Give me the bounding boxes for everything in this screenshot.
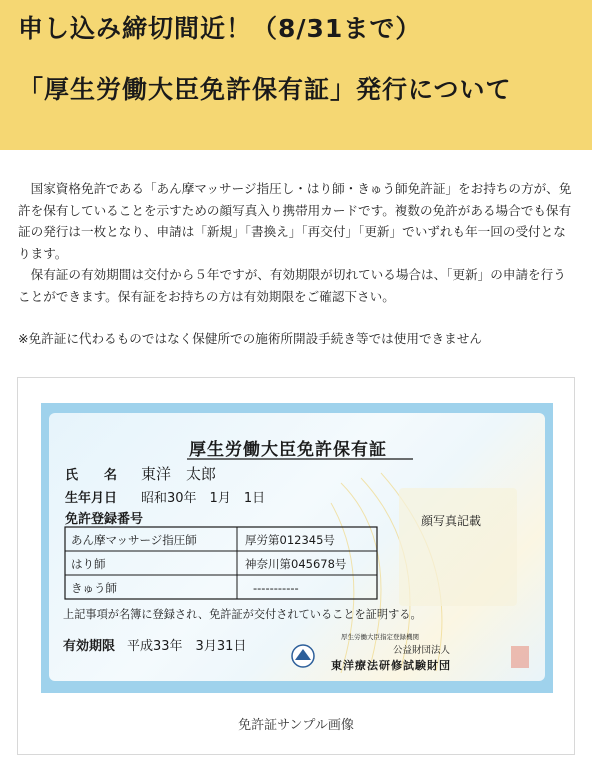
banner-title: 「厚生労働大臣免許保有証」発行について (18, 75, 512, 104)
sample-card-figure (17, 377, 575, 755)
issuer-name: 東洋療法研修試験財団 (331, 659, 451, 672)
license-number: 神奈川第045678号 (245, 557, 347, 571)
figure-caption: 免許証サンプル画像 (238, 718, 354, 733)
expiry-label: 有効期限 (63, 639, 116, 654)
name-label: 氏 名 (65, 468, 118, 483)
issuer-designation: 厚生労働大臣指定登録機関 (341, 633, 419, 641)
photo-area (399, 488, 517, 606)
license-card-image (41, 403, 553, 693)
registration-label: 免許登録番号 (65, 512, 144, 527)
card-title: 厚生労働大臣免許保有証 (189, 440, 387, 460)
expiry-value: 平成33年 3月31日 (127, 639, 247, 654)
description-paragraph-1: 国家資格免許である「あん摩マッサージ指圧し・はり師・きゅう師免許証」をお持ちの方が、免許を保有していることを示すための顔写真入り携帯用カードです。複数の免許がある場合でも保有証の発行は一枚となり、申請は「新規」「書換え」「再交付」「更新」でいずれも年一回の受付となります。 (18, 181, 572, 261)
card-artwork (41, 403, 553, 693)
banner-headline: 申し込み締切間近！（8/31まで） (18, 14, 422, 43)
photo-label: 顔写真記載 (421, 514, 482, 528)
issuer-emblem-icon (292, 645, 314, 667)
usage-note: ※免許証に代わるものではなく保健所での施術所開設手続き等では使用できません (18, 331, 482, 346)
license-number: 厚労第012345号 (245, 533, 335, 547)
description-paragraph-2: 保有証の有効期間は交付から５年ですが、有効期限が切れている場合は、「更新」の申請を行うことができます。保有証をお持ちの方は有効期限をご確認下さい。 (18, 267, 566, 304)
description (18, 178, 578, 308)
license-type: きゅう師 (71, 581, 117, 595)
official-seal-icon (511, 646, 529, 668)
deadline-banner (0, 0, 592, 150)
name-value: 東洋 太郎 (141, 465, 217, 483)
dob-label: 生年月日 (65, 491, 118, 506)
license-number: ----------- (253, 581, 299, 595)
certification-text: 上記事項が名簿に登録され、免許証が交付されていることを証明する。 (63, 608, 422, 621)
license-table (65, 527, 377, 599)
license-type: あん摩マッサージ指圧師 (71, 533, 197, 547)
dob-value: 昭和30年 1月 1日 (141, 491, 266, 506)
issuer-type: 公益財団法人 (393, 645, 451, 656)
license-type: はり師 (71, 557, 106, 571)
